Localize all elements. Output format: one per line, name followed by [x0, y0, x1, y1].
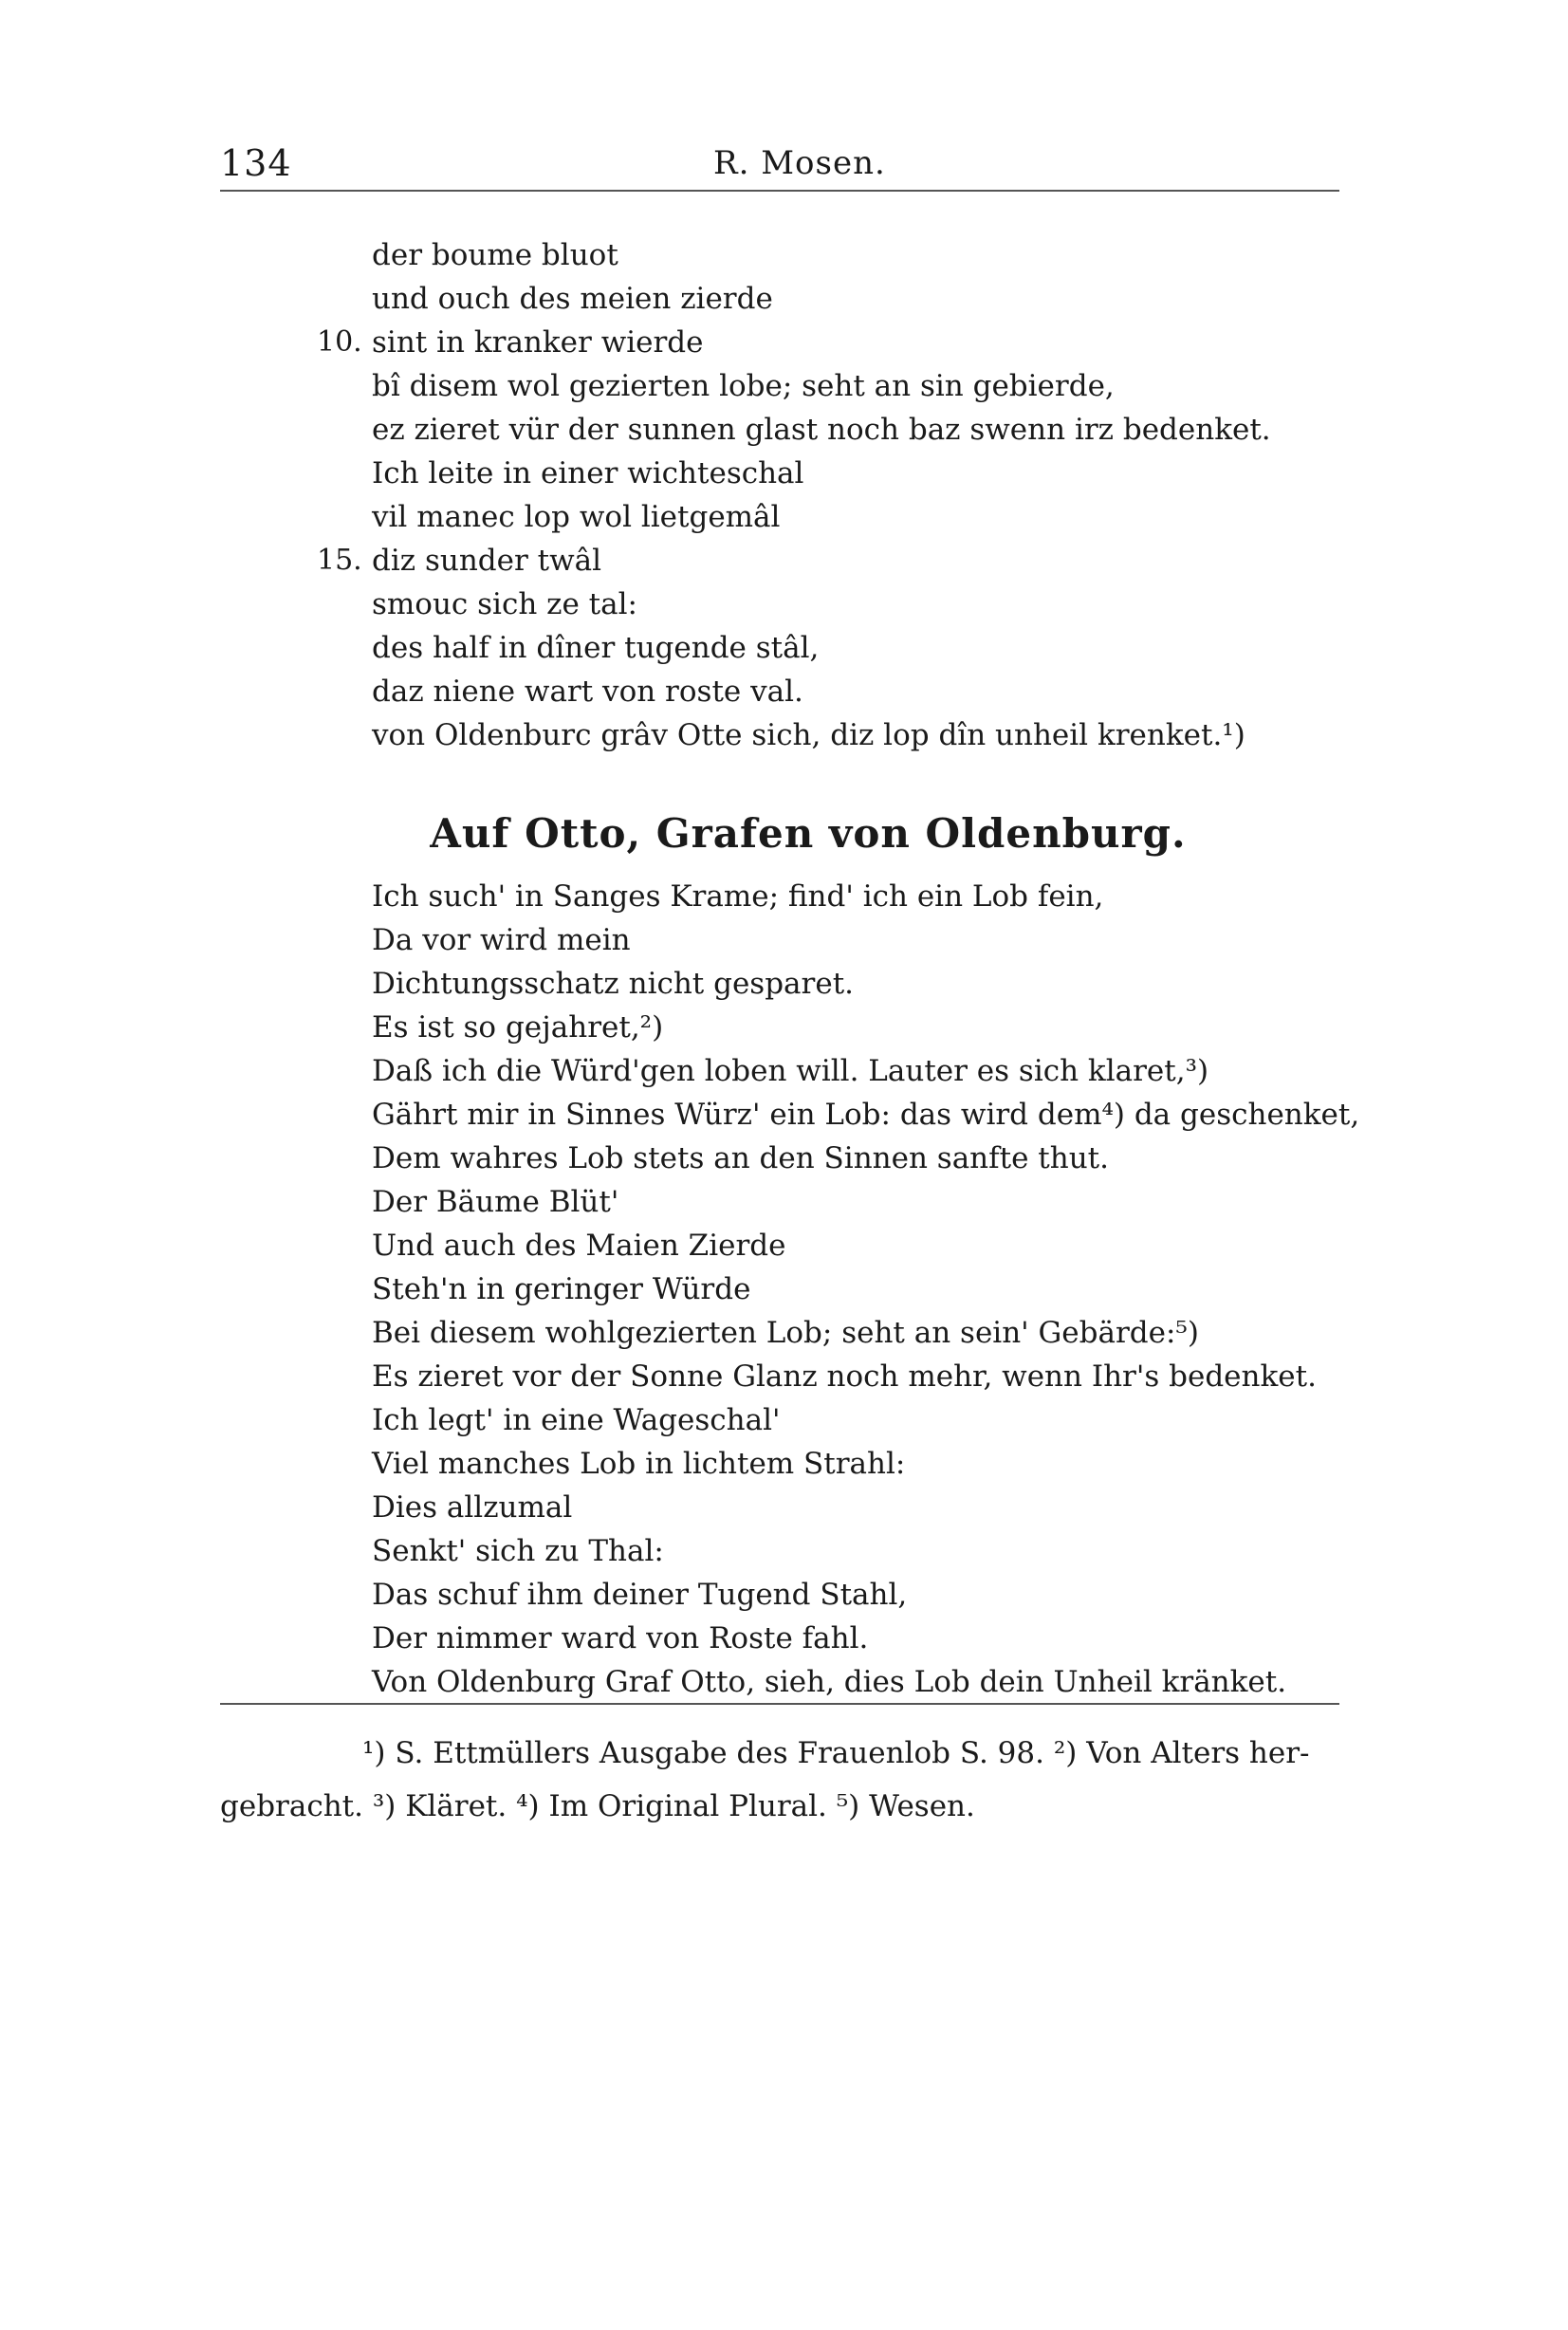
poem-line [372, 713, 1339, 757]
page-number: 134 [220, 142, 292, 184]
line-text: Ich leite in einer wichteschal [372, 456, 804, 490]
line-text: sint in kranker wierde [372, 325, 704, 360]
poem-line: Daß ich die Würd'gen loben will. Lauter es sich klaret,³) [372, 1054, 1209, 1088]
poem-line [372, 670, 1339, 713]
poem-line: Es zieret vor der Sonne Glanz noch mehr, wenn Ihr's bedenket. [372, 1359, 1317, 1394]
poem-line [372, 277, 1339, 321]
poem-line: Ich such' in Sanges Krame; find' ich ein Lob fein, [372, 879, 1104, 914]
poem-line: Senkt' sich zu Thal: [372, 1534, 664, 1568]
poem-line [372, 408, 1339, 452]
line-text: bî disem wol gezierten lobe; seht an sin gebierde, [372, 369, 1115, 403]
line-text: ez zieret vür der sunnen glast noch baz swenn irz bedenket. [372, 413, 1271, 447]
line-text: des half in dîner tugende stâl, [372, 631, 820, 665]
line-text: vil manec lop wol lietgemâl [372, 500, 781, 534]
poem-line [372, 452, 1339, 495]
poem-line: Dichtungsschatz nicht gesparet. [372, 967, 855, 1001]
line-number: 10. [317, 325, 362, 359]
running-head: R. Mosen. [713, 144, 886, 182]
poem-line: Viel manches Lob in lichtem Strahl: [372, 1447, 906, 1481]
poem-line [317, 321, 1339, 364]
poem-line: Ich legt' in eine Wageschal' [372, 1403, 781, 1437]
footnote-line: ¹) S. Ettmüllers Ausgabe des Frauenlob S. 98. ²) Von Alters her- [362, 1736, 1310, 1770]
poem-line: Dies allzumal [372, 1490, 573, 1525]
poem-line [372, 626, 1339, 670]
poem-line: Der Bäume Blüt' [372, 1185, 619, 1219]
poem-line [372, 582, 1339, 626]
line-text: smouc sich ze tal: [372, 587, 637, 621]
page-header [220, 142, 1339, 190]
poem-line: Von Oldenburg Graf Otto, sieh, dies Lob dein Unheil kränket. [372, 1665, 1287, 1699]
line-text: der boume bluot [372, 238, 618, 272]
line-text: daz niene wart von roste val. [372, 675, 803, 709]
poem-line [372, 364, 1339, 408]
line-number: 15. [317, 544, 362, 577]
footnotes [220, 1727, 1339, 1833]
poem-line: Bei diesem wohlgezierten Lob; seht an sein' Gebärde:⁵) [372, 1316, 1199, 1350]
poem-line: Dem wahres Lob stets an den Sinnen sanfte thut. [372, 1141, 1109, 1175]
modern-german-translation [372, 875, 1360, 1704]
poem-title: Auf Otto, Grafen von Oldenburg. [430, 810, 1187, 857]
poem-line: Es ist so gejahret,²) [372, 1010, 664, 1045]
poem-line [372, 233, 1339, 277]
poem-line: Steh'n in geringer Würde [372, 1272, 751, 1306]
poem-line: Gährt mir in Sinnes Würz' ein Lob: das wird dem⁴) da geschenket, [372, 1098, 1360, 1132]
poem-line [372, 495, 1339, 539]
poem-line: Das schuf ihm deiner Tugend Stahl, [372, 1578, 908, 1612]
poem-line: Da vor wird mein [372, 923, 631, 957]
poem-line: Der nimmer ward von Roste fahl. [372, 1621, 869, 1655]
footnote-rule [220, 1703, 1339, 1705]
line-text: diz sunder twâl [372, 544, 602, 578]
line-text: und ouch des meien zierde [372, 282, 773, 316]
middle-high-german-poem [317, 233, 1339, 757]
header-rule [220, 190, 1339, 192]
footnote-line: gebracht. ³) Kläret. ⁴) Im Original Plural. ⁵) Wesen. [220, 1789, 975, 1823]
line-text: von Oldenburc grâv Otte sich, diz lop dîn unheil krenket.¹) [372, 718, 1245, 752]
poem-line: Und auch des Maien Zierde [372, 1229, 786, 1263]
poem-line [317, 539, 1339, 582]
